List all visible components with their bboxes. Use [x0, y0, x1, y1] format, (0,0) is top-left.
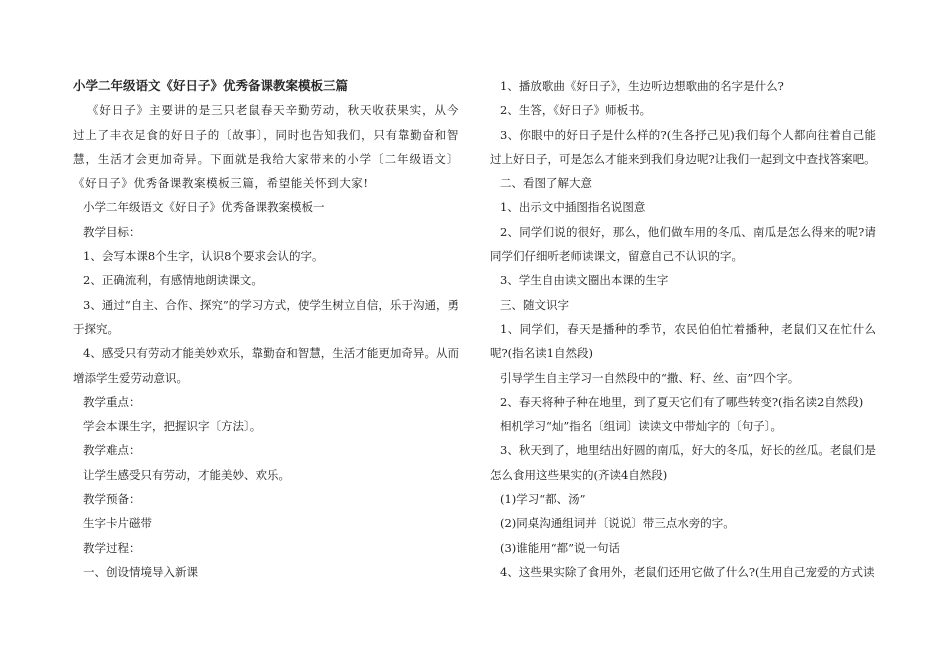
- step-3-1-guide: 引导学生自主学习一自然段中的“撒、籽、丝、亩”四个字。: [500, 370, 800, 385]
- left-column: [73, 74, 459, 584]
- key-points-heading: 教学重点：: [83, 394, 141, 409]
- template-one-heading: 小学二年级语文《好日子》优秀备课教案模板一: [83, 200, 325, 215]
- right-column: [490, 74, 876, 584]
- intro-paragraph: 《好日子》主要讲的是三只老鼠春天辛勤劳动，秋天收获果实，从今过上了丰衣足食的好日子的〔故事〕，同时也告知我们，只有靠勤奋和智慧，生活才会更加奇异。下面就是我给大家带来的小学〔二年级语文〕《好日子》优秀备课教案模板三篇，希望能关怀到大家!: [73, 103, 459, 191]
- step-3-3-b: (2)同桌沟通组词并〔说说〕带三点水旁的字。: [500, 516, 735, 531]
- step-3-3: 3、秋天到了，地里结出好圆的南瓜，好大的冬瓜，好长的丝瓜。老鼠们是怎么食用这些果实的(齐读4自然段): [490, 443, 876, 482]
- preparation-text: 生字卡片磁带: [83, 516, 152, 531]
- goal-item-1: 1、会写本课8个生字，认识8个要求会认的字。: [83, 249, 324, 264]
- difficulties-text: 让学生感受只有劳动，才能美妙、欢乐。: [83, 467, 290, 482]
- key-points-text: 学会本课生字，把握识字〔方法〕。: [83, 419, 262, 434]
- step-1-2: 2、生答，《好日子》师板书。: [500, 103, 652, 118]
- step-3-3-a: (1)学习“都、汤”: [500, 492, 586, 507]
- step-3-2-guide: 相机学习“灿”指名〔组词〕读读文中带灿字的〔句子〕。: [500, 419, 783, 434]
- step-2-2: 2、同学们说的很好，那么，他们做车用的冬瓜、南瓜是怎么得来的呢?请同学们仔细听老师读课文，留意自己不认识的字。: [490, 224, 876, 264]
- step-3-1: 1、同学们，春天是播种的季节，农民伯伯忙着播种，老鼠们又在忙什么呢?(指名读1自然段): [490, 321, 876, 361]
- step-1-1: 1、播放歌曲《好日子》，生边听边想歌曲的名字是什么?: [500, 79, 784, 93]
- difficulties-heading: 教学难点：: [83, 443, 141, 458]
- step-3-2: 2、春天将种子种在地里，到了夏天它们有了哪些转变?(指名读2自然段): [500, 394, 864, 409]
- document-title: 小学二年级语文《好日子》优秀备课教案模板三篇: [73, 78, 349, 93]
- step-3-3-c: (3)谁能用“都”说一句话: [500, 540, 621, 555]
- goal-item-4: 4、感受只有劳动才能美妙欢乐，靠勤奋和智慧，生活才能更加奇异。从而增添学生爱劳动意识。: [73, 346, 459, 385]
- goal-item-2: 2、正确流利，有感情地朗读课文。: [83, 273, 263, 288]
- goal-item-3: 3、通过“自主、合作、探究”的学习方式，使学生树立自信，乐于沟通，勇于探究。: [73, 297, 459, 336]
- step-2-1: 1、出示文中插图指名说图意: [500, 200, 646, 215]
- process-heading: 教学过程：: [83, 540, 141, 555]
- step-2-3: 3、学生自由读文圈出本课的生字: [500, 273, 669, 288]
- section-three-heading: 三、随文识字: [500, 297, 569, 312]
- step-3-4: 4、这些果实除了食用外，老鼠们还用它做了什么?(生用自己宠爱的方式读: [500, 564, 875, 579]
- preparation-heading: 教学预备：: [83, 492, 141, 507]
- step-1-3: 3、你眼中的好日子是什么样的?(生各抒己见)我们每个人都向往着自己能过上好日子，可是怎么才能来到我们身边呢?让我们一起到文中查找答案吧。: [490, 127, 876, 166]
- teaching-goals-heading: 教学目标：: [83, 224, 141, 239]
- section-one-heading: 一、创设情境导入新课: [83, 564, 198, 579]
- section-two-heading: 二、看图了解大意: [500, 176, 592, 191]
